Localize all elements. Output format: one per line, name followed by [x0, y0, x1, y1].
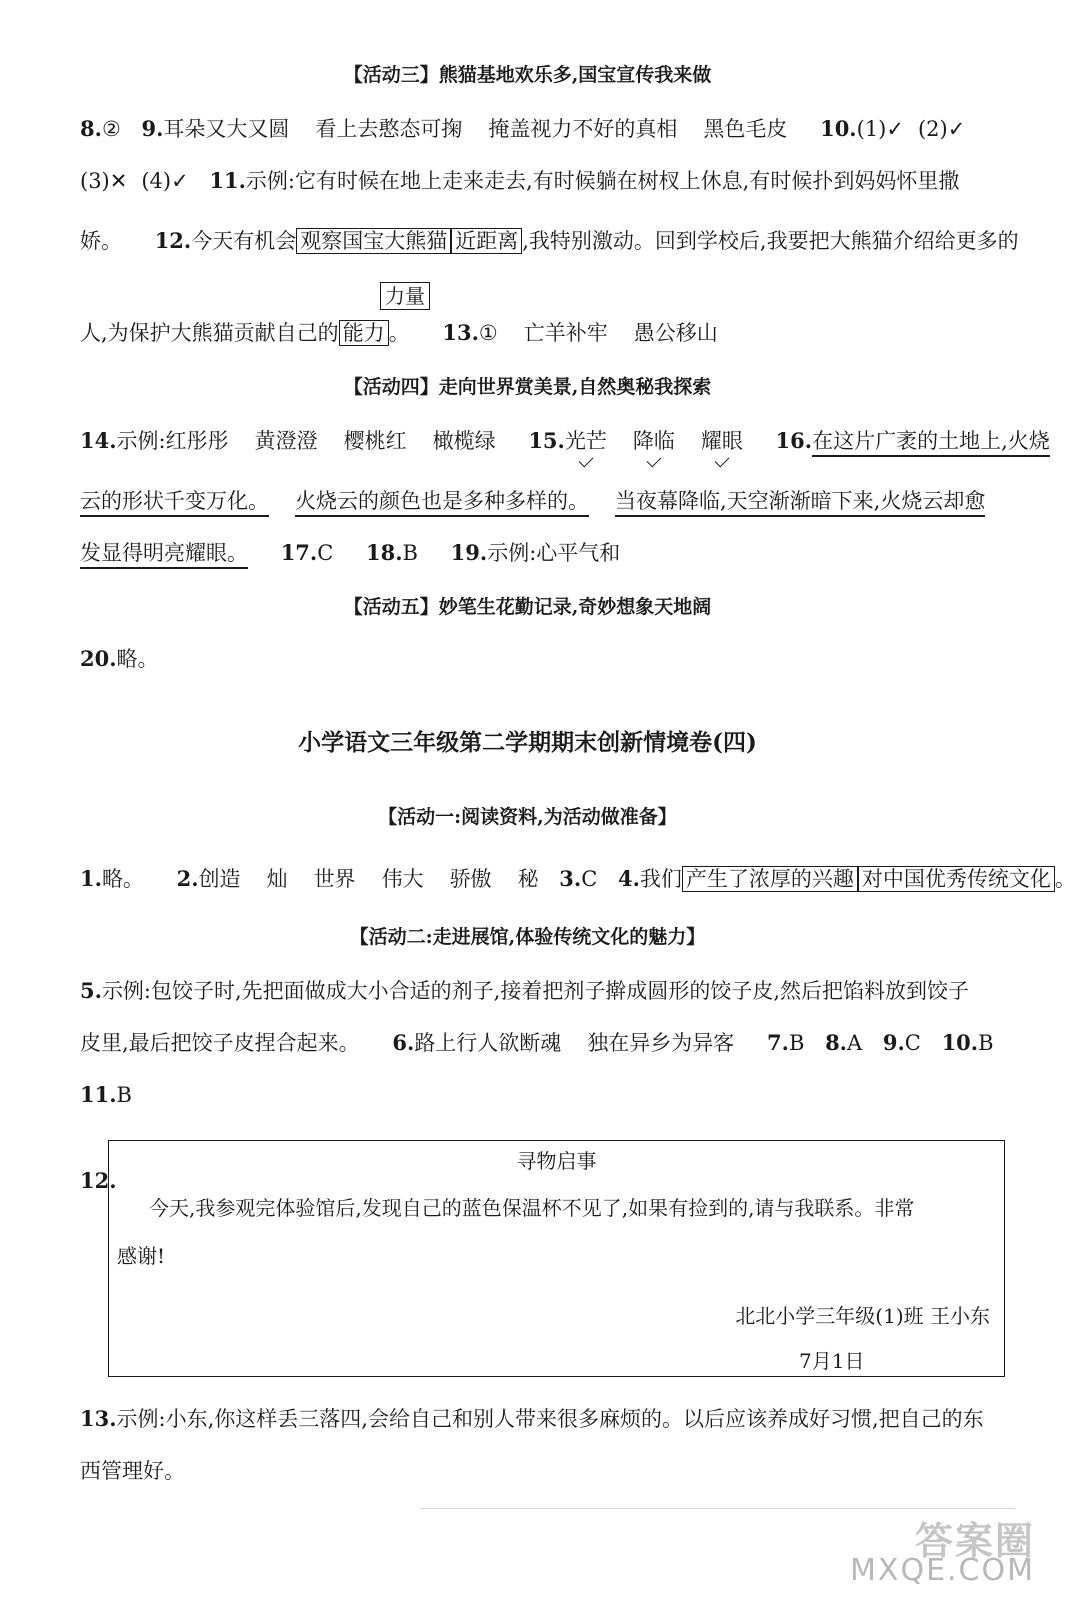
question-number: 18.: [366, 540, 403, 565]
underlined-sentence: 云的形状千变万化。: [80, 489, 269, 517]
answer-text: 黑色毛皮: [703, 117, 788, 141]
answer-text: B: [788, 1031, 805, 1055]
answer-line-12-13: [80, 318, 1025, 348]
question-number: 10.: [941, 1030, 979, 1055]
watermark-url: MXQE.COM: [850, 1553, 1035, 1588]
activity-five-heading: 【活动五】妙笔生花勤记录,奇妙想象天地阔: [343, 596, 712, 618]
question-number: 8.: [80, 116, 102, 141]
divider: [420, 1508, 1015, 1509]
question-number: 7.: [767, 1030, 789, 1055]
answer-line-13: [80, 1404, 1025, 1434]
answer-text: 独在异乡为异客: [587, 1031, 735, 1055]
answer-line-5-10: [80, 1028, 1025, 1058]
underlined-sentence: 在这片广袤的土地上,火烧: [812, 429, 1050, 457]
paper-title: 小学语文三年级第二学期期末创新情境卷(四): [298, 729, 757, 756]
question-number: 1.: [80, 866, 102, 891]
answer-text: 今天有机会: [191, 229, 297, 253]
question-number: 13.: [80, 1406, 117, 1431]
answer-text: 皮里,最后把饺子皮捏合起来。: [80, 1031, 360, 1055]
answer-text: 樱桃红: [343, 429, 407, 453]
activity-two-heading: 【活动二:走进展馆,体验传统文化的魅力】: [349, 926, 706, 948]
question-number: 8.: [825, 1030, 847, 1055]
watermark-logo: [850, 1519, 1035, 1588]
answer-line-10-11: [80, 166, 1025, 196]
question-number: 10.: [820, 116, 857, 141]
answer-line-1-4: [80, 864, 1076, 894]
answer-text: 路上行人欲断魂: [414, 1031, 562, 1055]
answer-line-12: [80, 226, 1025, 256]
answer-text: 示例:小东,你这样丢三落四,会给自己和别人带来很多麻烦的。以后应该养成好习惯,把自己的东: [116, 1407, 984, 1431]
question-number: 5.: [80, 978, 102, 1003]
boxed-phrase: 产生了浓厚的兴趣: [682, 866, 858, 892]
answer-text: A: [847, 1031, 863, 1055]
answer-text: 愚公移山: [633, 321, 718, 345]
underlined-sentence: 当夜幕降临,天空渐渐暗下来,火烧云却愈: [615, 489, 985, 517]
notice-body: 感谢!: [117, 1244, 166, 1268]
answer-text: C: [904, 1031, 921, 1055]
underlined-sentence: 发显得明亮耀眼。: [80, 541, 248, 569]
question-number: 20.: [80, 646, 117, 671]
answer-text: 世界: [313, 867, 356, 891]
question-number: 3.: [559, 866, 582, 891]
answer-text: (1)✓: [856, 117, 904, 141]
underlined-sentence: 火烧云的颜色也是多种多样的。: [295, 489, 589, 517]
checked-word: 降临: [633, 426, 675, 456]
answer-text: 骄傲: [449, 867, 492, 891]
answer-line-17-19: [80, 538, 1025, 568]
answer-text: B: [116, 1083, 132, 1107]
question-number: 4.: [617, 866, 640, 891]
question-number: 9.: [141, 116, 164, 141]
question-number: 16.: [775, 428, 813, 453]
notice-title: 寻物启事: [516, 1149, 597, 1173]
answer-text: ①: [478, 321, 498, 345]
answer-text: B: [978, 1031, 994, 1055]
question-number: 6.: [392, 1030, 415, 1055]
answer-text: ②: [101, 117, 121, 141]
question-number: 11.: [80, 1082, 117, 1107]
answer-text: 创造: [198, 867, 241, 891]
question-number: 14.: [80, 428, 117, 453]
boxed-phrase: 近距离: [451, 228, 522, 254]
question-number: 12.: [154, 228, 192, 253]
question-number: 13.: [442, 320, 479, 345]
answer-text: C: [581, 867, 598, 891]
answer-text: 我们: [639, 867, 682, 891]
question-number: 19.: [450, 540, 488, 565]
answer-text: C: [317, 541, 334, 565]
notice-date: 7月1日: [799, 1349, 865, 1373]
answer-text: 略。: [101, 867, 144, 891]
question-number: 15.: [528, 428, 565, 453]
answer-text: 看上去憨态可掬: [315, 117, 463, 141]
answer-text: 灿: [266, 867, 288, 891]
answer-text: ,我特别激动。回到学校后,我要把大熊猫介绍给更多的: [522, 229, 1019, 253]
answer-text: 人,为保护大熊猫贡献自己的: [80, 321, 339, 345]
answer-text: 示例:它有时候在地上走来走去,有时候躺在树杈上休息,有时候扑到妈妈怀里撒: [245, 169, 960, 193]
answer-text: B: [402, 541, 418, 565]
answer-text: 耳朵又大又圆: [163, 117, 290, 141]
lost-item-notice-box: [108, 1140, 1005, 1377]
question-number: 12.: [80, 1168, 117, 1193]
answer-line-5: [80, 976, 1025, 1006]
answer-line-20: [80, 644, 1025, 674]
activity-four-heading: 【活动四】走向世界赏美景,自然奥秘我探索: [343, 376, 712, 398]
boxed-phrase: 对中国优秀传统文化: [858, 866, 1055, 892]
boxed-phrase: 能力: [339, 320, 389, 346]
checked-word: 光芒: [565, 426, 607, 456]
answer-line-11: [80, 1080, 1025, 1110]
answer-line-8-10: [80, 114, 1025, 144]
answer-text: 示例:心平气和: [487, 541, 621, 565]
answer-text: 略。: [116, 647, 159, 671]
answer-text: 娇。: [80, 229, 122, 253]
question-number: 9.: [882, 1030, 905, 1055]
correction-word: 力量: [380, 282, 430, 310]
answer-text: 。: [388, 321, 410, 345]
question-number: 11.: [209, 168, 246, 193]
notice-body: 今天,我参观完体验馆后,发现自己的蓝色保温杯不见了,如果有捡到的,请与我联系。非常: [149, 1196, 915, 1220]
answer-text: 示例:包饺子时,先把面做成大小合适的剂子,接着把剂子擀成圆形的饺子皮,然后把馅料放到饺子: [101, 979, 970, 1003]
answer-text: 伟大: [381, 867, 424, 891]
answer-text: 秘: [517, 867, 539, 891]
boxed-phrase: 观察国宝大熊猫: [296, 228, 451, 254]
activity-three-heading: 【活动三】熊猫基地欢乐多,国宝宣传我来做: [343, 64, 712, 86]
answer-text: 西管理好。: [80, 1459, 185, 1483]
question-number: 2.: [176, 866, 199, 891]
activity-one-heading: 【活动一:阅读资料,为活动做准备】: [378, 806, 677, 828]
answer-line-14-16: [80, 426, 1050, 456]
notice-signature: 北北小学三年级(1)班 王小东: [735, 1304, 990, 1328]
answer-text: 亡羊补牢: [523, 321, 608, 345]
answer-text: (2)✓: [917, 117, 966, 141]
watermark-text: 答案圈: [914, 1519, 1035, 1563]
answer-line-13-cont: [80, 1456, 1025, 1486]
answer-text: (3)✕: [80, 169, 128, 193]
answer-text: 掩盖视力不好的真相: [488, 117, 678, 141]
answer-text: 黄澄澄: [254, 429, 318, 453]
question-number: 17.: [280, 540, 318, 565]
answer-text: 示例:红彤彤: [116, 429, 229, 453]
answer-line-16-cont: [80, 486, 1025, 516]
answer-text: 橄榄绿: [432, 429, 496, 453]
answer-text: (4)✓: [141, 169, 189, 193]
checked-word: 耀眼: [701, 426, 743, 456]
answer-text: 。: [1054, 867, 1076, 891]
